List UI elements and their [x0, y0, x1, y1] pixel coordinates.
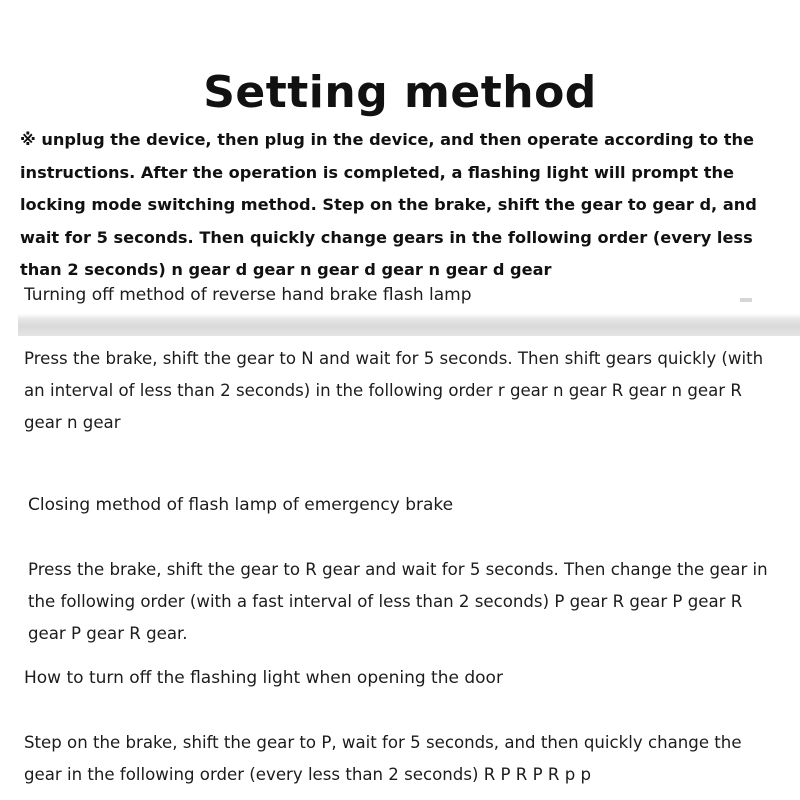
- section-divider: [18, 302, 800, 336]
- section-heading-reverse-hand-brake: Turning off method of reverse hand brake flash lamp: [24, 285, 472, 305]
- intro-instructions: ※ unplug the device, then plug in the device, and then operate according to the instructions. After the operation is completed, a flashing light will prompt the locking mode switching method. Step on the brake, shift the gear to gear d, and wait for 5 seconds. Then quickly change gears in the following order (every less than 2 seconds) n gear d gear n gear d gear n gear d gear: [20, 130, 757, 279]
- section-body-door-flash: Step on the brake, shift the gear to P, wait for 5 seconds, and then quickly change the gear in the following order (every less than 2 seconds) R P R P R p p: [24, 733, 742, 784]
- section-body-reverse-hand-brake: Press the brake, shift the gear to N and wait for 5 seconds. Then shift gears quickly (with an interval of less than 2 seconds) in the following order r gear n gear R gear n gear R gear n gear: [24, 349, 764, 432]
- page-title: Setting method: [203, 67, 597, 119]
- section-heading-door-flash: How to turn off the flashing light when opening the door: [24, 668, 503, 688]
- section-body-emergency-brake: Press the brake, shift the gear to R gear and wait for 5 seconds. Then change the gear in the following order (with a fast interval of less than 2 seconds) P gear R gear P gear R gear P gear R gear.: [28, 560, 768, 643]
- section-heading-emergency-brake: Closing method of flash lamp of emergency brake: [28, 495, 454, 515]
